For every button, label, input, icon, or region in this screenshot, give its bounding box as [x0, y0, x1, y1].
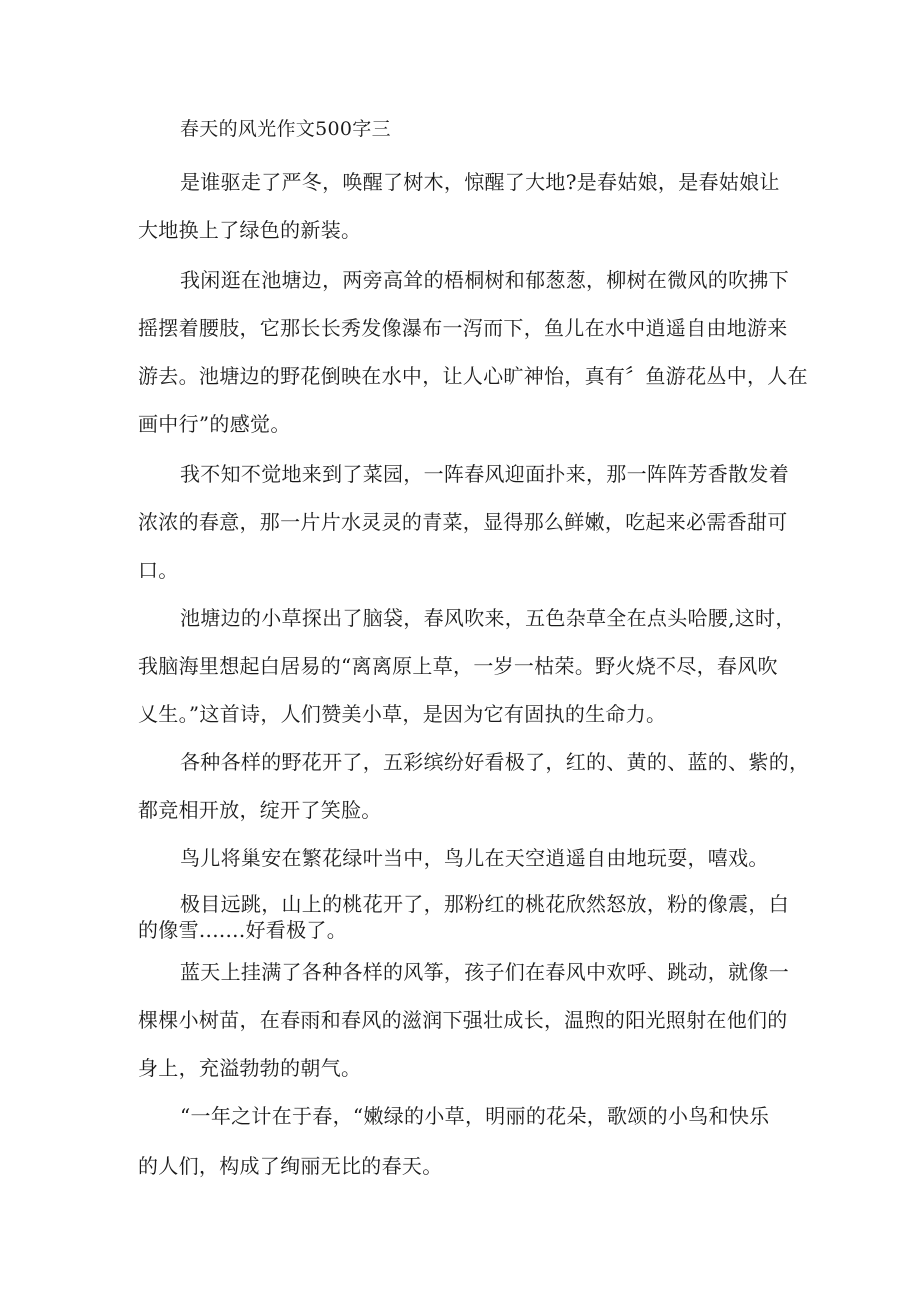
text-line: 我不知不觉地来到了菜园，一阵春风迎面扑来，那一阵阵芳香散发着	[180, 462, 789, 486]
text-line: 极目远跳，山上的桃花开了，那粉红的桃花欣然怒放，粉的像震，白	[180, 892, 789, 916]
text-line: 画中行”的感觉。	[138, 412, 291, 436]
text-line: 鸟儿将巢安在繁花绿叶当中，鸟儿在天空逍遥自由地玩耍，嘻戏。	[180, 846, 769, 870]
text-line: 蓝天上挂满了各种各样的风筝，孩子们在春风中欢呼、跳动，就像一	[180, 960, 789, 984]
text-line: 大地换上了绿色的新装。	[138, 218, 362, 242]
text-line: 摇摆着腰肢，它那长长秀发像瀑布一泻而下，鱼儿在水中逍遥自由地游来	[138, 316, 788, 340]
text-line: 棵棵小树苗，在春雨和春风的滋润下强壮成长，温煦的阳光照射在他们的	[138, 1008, 788, 1032]
text-line: 身上，充溢勃勃的朝气。	[138, 1056, 362, 1080]
text-line: 各种各样的野花开了，五彩缤纷好看极了，红的、黄的、蓝的、紫的，	[180, 750, 810, 774]
text-line: 乂生。”这首诗，人们赞美小草，是因为它有固执的生命力。	[138, 702, 667, 726]
text-line: 都竞相开放，绽开了笑脸。	[138, 798, 382, 822]
text-line: 口。	[138, 558, 179, 582]
text-line: 我闲逛在池塘边，两旁高耸的梧桐树和郁葱葱，柳树在微风的吹拂下	[180, 268, 789, 292]
text-line: 的人们，构成了绚丽无比的春天。	[138, 1154, 443, 1178]
text-line: 游去。池塘边的野花倒映在水中，让人心旷神怡，真有〞鱼游花丛中，人在	[138, 364, 808, 388]
text-line: 是谁驱走了严冬，唤醒了树木，惊醒了大地?是春姑娘，是春姑娘让	[180, 170, 780, 194]
text-line: 浓浓的春意，那一片片水灵灵的青菜，显得那么鲜嫩，吃起来必需香甜可	[138, 510, 788, 534]
text-line: 我脑海里想起白居易的“离离原上草，一岁一枯荣。野火烧不尽，春风吹	[138, 654, 778, 678]
text-line: 的像雪.......好看极了。	[138, 918, 348, 942]
text-line: “一年之计在于春，“嫩绿的小草，明丽的花朵，歌颂的小鸟和快乐	[180, 1104, 770, 1128]
text-line: 池塘边的小草探出了脑袋，春风吹来，五色杂草全在点头哈腰,这时，	[180, 606, 796, 630]
document-title: 春天的风光作文500字三	[180, 118, 391, 140]
